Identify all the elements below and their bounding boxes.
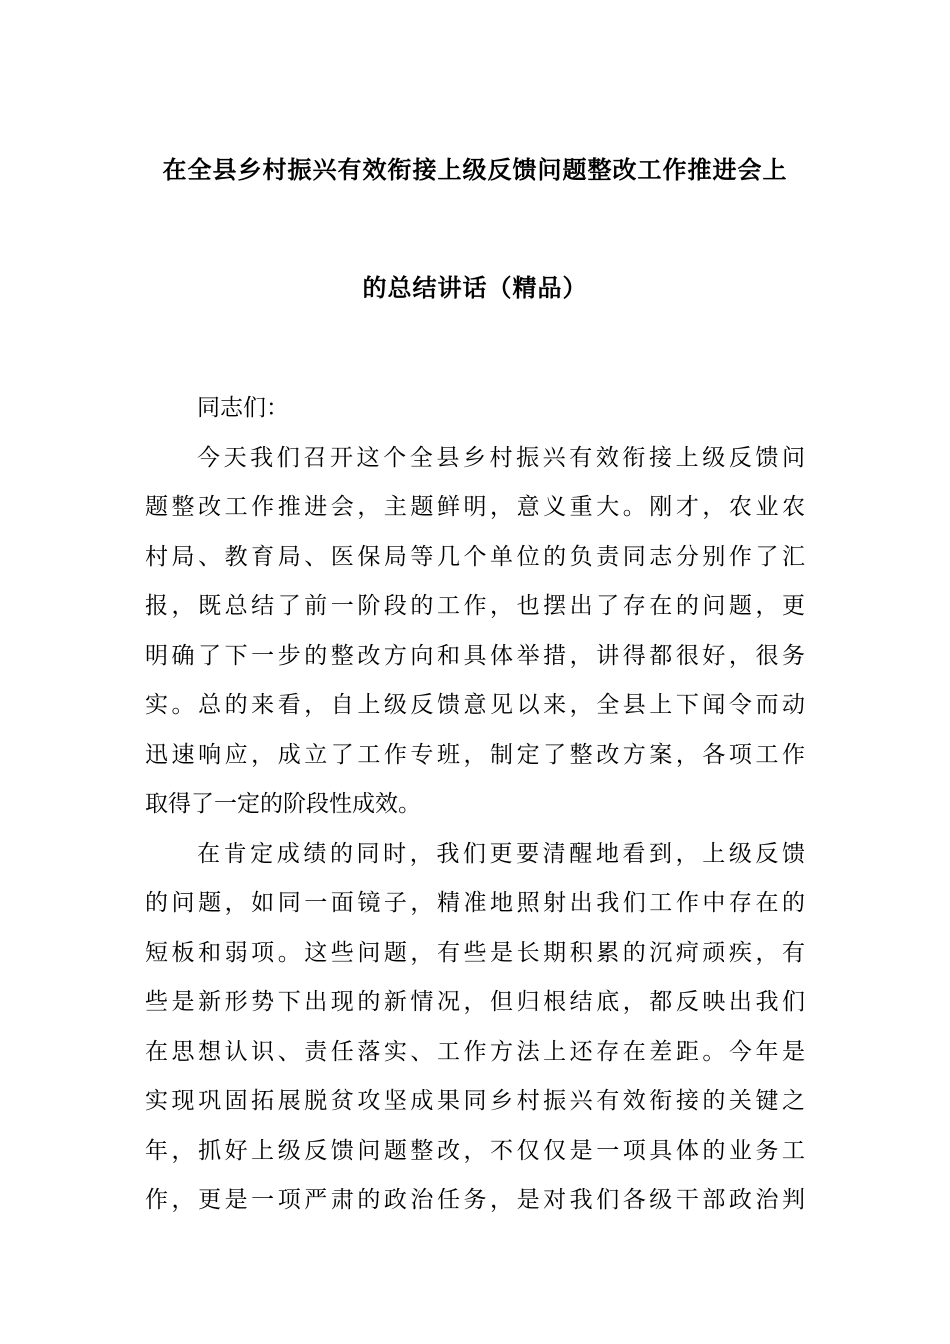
paragraph-2-line-8: 作，更是一项严肃的政治任务，是对我们各级干部政治判 <box>145 1187 805 1213</box>
paragraph-2-line-1: 在肯定成绩的同时，我们更要清醒地看到，上级反馈 <box>197 840 805 867</box>
paragraph-2-line-5: 在思想认识、责任落实、工作方法上还存在差距。今年是 <box>145 1038 805 1065</box>
paragraph-1-line-1: 今天我们召开这个全县乡村振兴有效衔接上级反馈问 <box>197 444 805 471</box>
document-title-line-2: 的总结讲话（精品） <box>362 274 588 302</box>
document-body <box>145 388 805 1230</box>
paragraph-2-line-2: 的问题，如同一面镜子，精准地照射出我们工作中存在的 <box>145 890 805 916</box>
paragraph-2-line-6: 实现巩固拓展脱贫攻坚成果同乡村振兴有效衔接的关键之 <box>145 1088 805 1114</box>
document-title-line-1: 在全县乡村振兴有效衔接上级反馈问题整改工作推进会上 <box>162 156 788 184</box>
paragraph-2-line-7: 年，抓好上级反馈问题整改，不仅仅是一项具体的业务工 <box>145 1137 805 1164</box>
paragraph-1-line-3: 村局、教育局、医保局等几个单位的负责同志分别作了汇 <box>145 543 805 570</box>
paragraph-1-line-5: 明确了下一步的整改方向和具体举措，讲得都很好，很务 <box>145 642 805 669</box>
paragraph-2-line-3: 短板和弱项。这些问题，有些是长期积累的沉疴顽疾，有 <box>145 939 805 966</box>
paragraph-1-line-4: 报，既总结了前一阶段的工作，也摆出了存在的问题，更 <box>145 593 805 619</box>
paragraph-1-line-8: 取得了一定的阶段性成效。 <box>145 791 421 817</box>
paragraph-1-line-2: 题整改工作推进会，主题鲜明，意义重大。刚才，农业农 <box>145 494 805 520</box>
paragraph-2-line-4: 些是新形势下出现的新情况，但归根结底，都反映出我们 <box>145 989 805 1015</box>
salutation: 同志们： <box>197 395 289 421</box>
paragraph-1-line-6: 实。总的来看，自上级反馈意见以来，全县上下闻令而动 <box>145 692 805 718</box>
paragraph-1-line-7: 迅速响应，成立了工作专班，制定了整改方案，各项工作 <box>145 741 805 768</box>
